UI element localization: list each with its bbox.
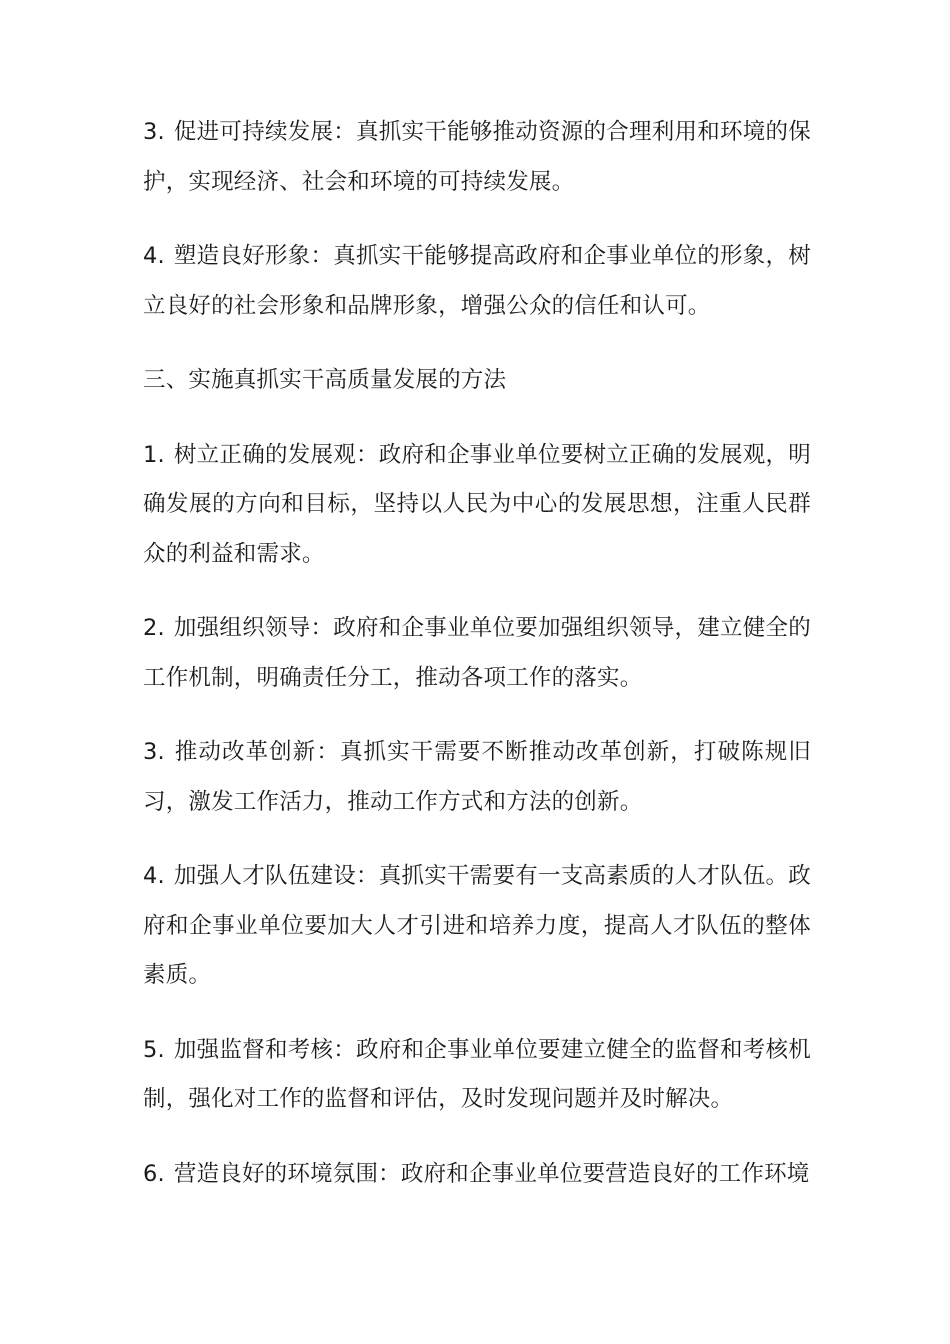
paragraph-item — [143, 232, 811, 331]
paragraph-item — [143, 852, 811, 1001]
paragraph-text: 加强组织领导：政府和企事业单位要加强组织领导，建立健全的工作机制，明确责任分工，推动各项工作的落实。 — [143, 615, 811, 691]
item-number: 2. — [143, 615, 165, 641]
paragraph-item — [143, 1026, 811, 1125]
paragraph-text: 树立正确的发展观：政府和企事业单位要树立正确的发展观，明确发展的方向和目标，坚持以人民为中心的发展思想，注重人民群众的利益和需求。 — [143, 441, 811, 567]
paragraph-item — [143, 1150, 811, 1200]
paragraph-item — [143, 604, 811, 703]
item-number: 1. — [143, 441, 165, 468]
paragraph-item — [143, 728, 811, 827]
document-body — [143, 108, 811, 1224]
item-number: 3. — [143, 119, 165, 145]
paragraph-text: 营造良好的环境氛围：政府和企事业单位要营造良好的工作环境 — [173, 1160, 810, 1187]
item-number: 6. — [143, 1160, 165, 1187]
section-heading-text: 三、实施真抓实干高质量发展的方法 — [143, 367, 507, 393]
item-number: 5. — [143, 1036, 165, 1063]
paragraph-text: 塑造良好形象：真抓实干能够提高政府和企事业单位的形象，树立良好的社会形象和品牌形象，增强公众的信任和认可。 — [143, 243, 811, 319]
item-number: 4. — [143, 863, 165, 889]
paragraph-text: 推动改革创新：真抓实干需要不断推动改革创新，打破陈规旧习，激发工作活力，推动工作方式和方法的创新。 — [143, 739, 811, 815]
paragraph-text: 加强监督和考核：政府和企事业单位要建立健全的监督和考核机制，强化对工作的监督和评估，及时发现问题并及时解决。 — [143, 1036, 811, 1112]
paragraph-item — [143, 431, 811, 580]
section-heading — [143, 356, 811, 406]
paragraph-text: 促进可持续发展：真抓实干能够推动资源的合理利用和环境的保护，实现经济、社会和环境的可持续发展。 — [143, 119, 811, 195]
paragraph-text: 加强人才队伍建设：真抓实干需要有一支高素质的人才队伍。政府和企事业单位要加大人才引进和培养力度，提高人才队伍的整体素质。 — [143, 863, 811, 988]
item-number: 3. — [143, 739, 165, 765]
paragraph-item — [143, 108, 811, 207]
item-number: 4. — [143, 243, 165, 269]
